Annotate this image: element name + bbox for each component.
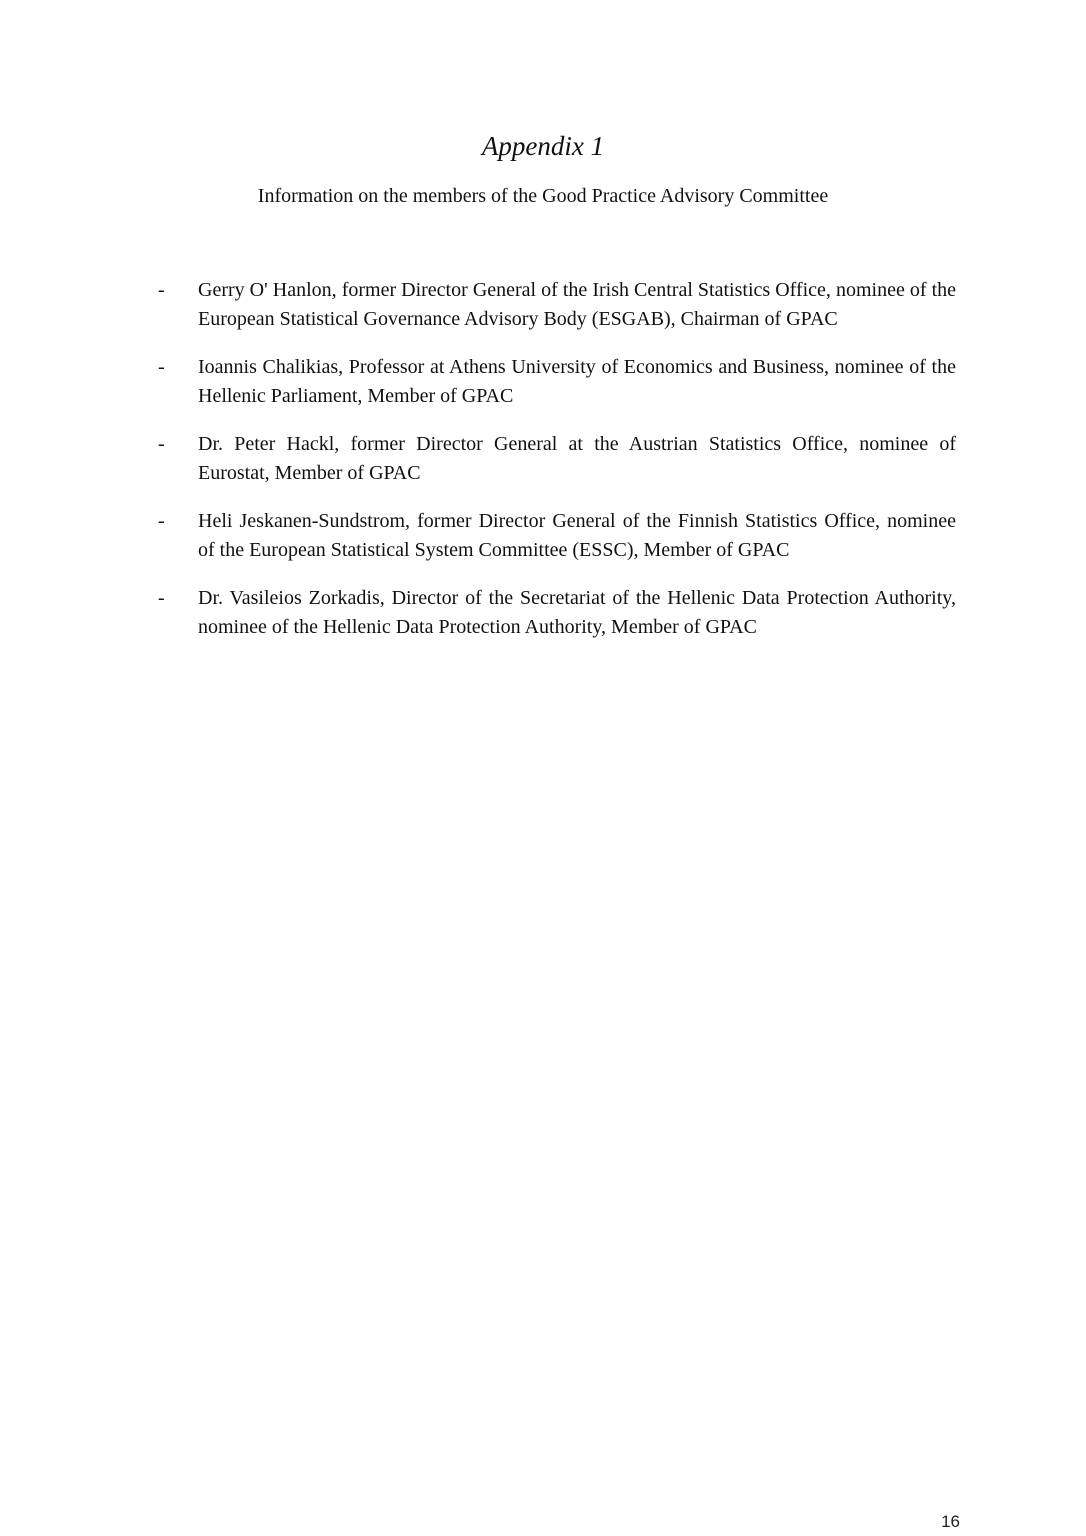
page-number: 16: [941, 1512, 960, 1531]
list-item: [158, 584, 956, 641]
appendix-title: Appendix 1: [481, 131, 605, 161]
list-bullet: -: [158, 279, 165, 301]
list-item: [158, 276, 956, 333]
member-entry: Gerry O' Hanlon, former Director General of the Irish Central Statistics Office, nominee of the European Statistical Governance Advisory Body (ESGAB), Chairman of GPAC: [198, 279, 956, 330]
list-bullet: -: [158, 587, 165, 609]
list-bullet: -: [158, 510, 165, 532]
list-item: [158, 430, 956, 487]
member-entry: Dr. Vasileios Zorkadis, Director of the Secretariat of the Hellenic Data Protection Authority, nominee of the Hellenic Data Protection Authority, Member of GPAC: [198, 587, 956, 638]
list-item: [158, 507, 956, 564]
member-entry: Dr. Peter Hackl, former Director General at the Austrian Statistics Office, nominee of Eurostat, Member of GPAC: [198, 433, 956, 484]
member-entry: Heli Jeskanen-Sundstrom, former Director General of the Finnish Statistics Office, nominee of the European Statistical System Committee (ESSC), Member of GPAC: [198, 510, 956, 561]
list-bullet: -: [158, 356, 165, 378]
list-bullet: -: [158, 433, 165, 455]
member-entry: Ioannis Chalikias, Professor at Athens University of Economics and Business, nominee of the Hellenic Parliament, Member of GPAC: [198, 356, 956, 407]
appendix-subtitle: Information on the members of the Good Practice Advisory Committee: [257, 185, 829, 207]
list-item: [158, 353, 956, 410]
member-list: [158, 276, 956, 661]
